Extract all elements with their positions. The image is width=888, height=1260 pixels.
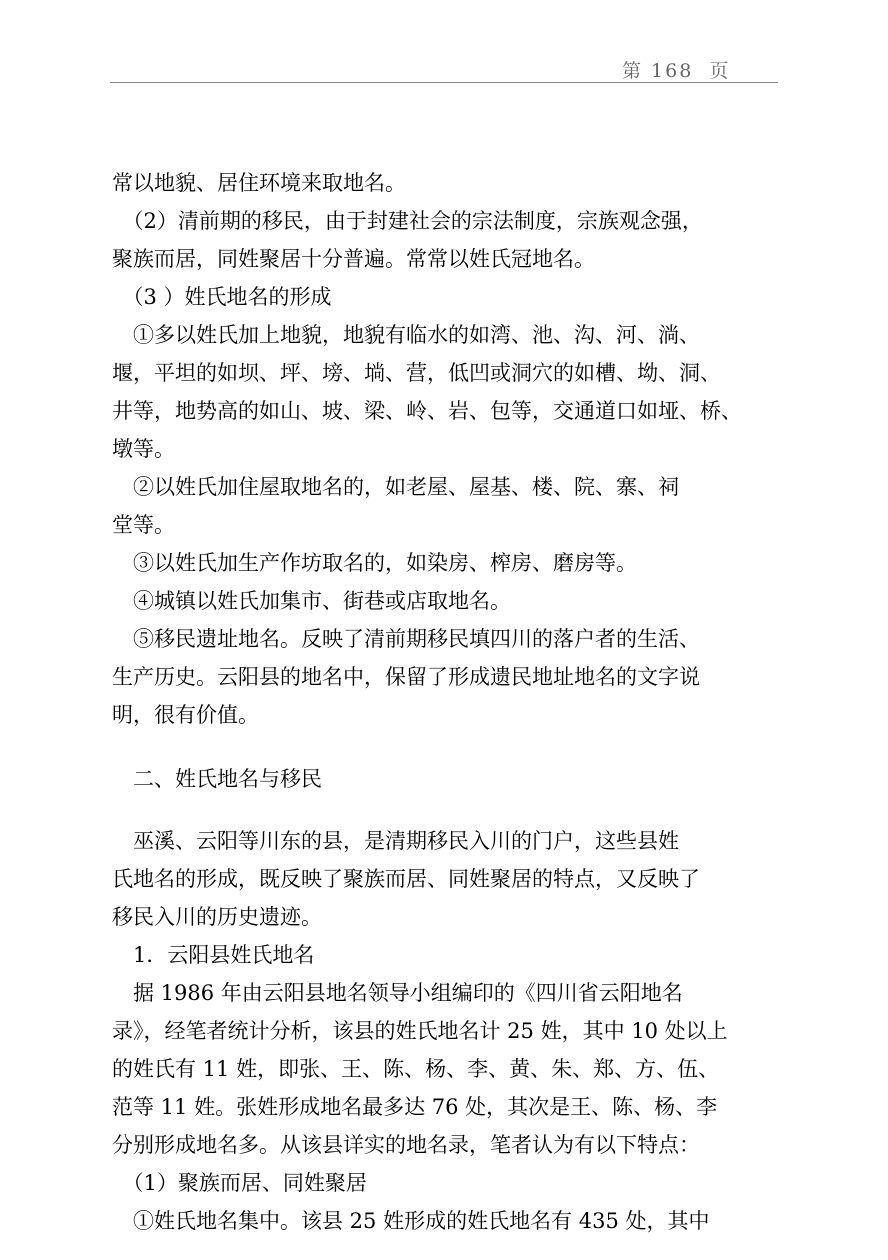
paragraph-line: 墩等。 [112, 437, 175, 461]
paragraph-line: 井等，地势高的如山、坡、梁、岭、岩、包等，交通道口如垭、桥、 [112, 399, 742, 423]
paragraph-line: 范等 11 姓。张姓形成地名最多达 76 处，其次是王、陈、杨、李 [112, 1095, 718, 1119]
paragraph-line: 的姓氏有 11 姓，即张、王、陈、杨、李、黄、朱、郑、方、伍、 [112, 1057, 720, 1081]
paragraph-line: ③以姓氏加生产作坊取名的，如染房、榨房、磨房等。 [112, 551, 637, 575]
paragraph-line: ⑤移民遗址地名。反映了清前期移民填四川的落户者的生活、 [112, 627, 700, 651]
paragraph-line: （2）清前期的移民，由于封建社会的宗法制度，宗族观念强， [112, 209, 703, 233]
paragraph-line: 录》，经笔者统计分析，该县的姓氏地名计 25 姓，其中 10 处以上 [112, 1019, 728, 1043]
spacer [112, 798, 772, 822]
document-body [112, 164, 772, 1240]
paragraph-line: 生产历史。云阳县的地名中，保留了形成遗民地址地名的文字说 [112, 665, 700, 689]
paragraph-line: 巫溪、云阳等川东的县，是清期移民入川的门户，这些县姓 [112, 829, 679, 853]
paragraph-line: （3 ）姓氏地名的形成 [112, 285, 332, 309]
paragraph-line: 分别形成地名多。从该县详实的地名录，笔者认为有以下特点： [112, 1133, 700, 1157]
spacer [112, 734, 772, 760]
paragraph-line: 堰，平坦的如坝、坪、塝、埫、营，低凹或洞穴的如槽、坳、洞、 [112, 361, 721, 385]
paragraph-line: 移民入川的历史遗迹。 [112, 905, 322, 929]
paragraph-line: ①姓氏地名集中。该县 25 姓形成的姓氏地名有 435 处，其中 [112, 1209, 710, 1233]
paragraph-line: ④城镇以姓氏加集市、街巷或店取地名。 [112, 589, 511, 613]
paragraph-line: 据 1986 年由云阳县地名领导小组编印的《四川省云阳地名 [112, 981, 683, 1005]
section-heading: 二、姓氏地名与移民 [112, 767, 322, 791]
paragraph-line: 1．云阳县姓氏地名 [112, 943, 315, 967]
paragraph-line: 堂等。 [112, 513, 175, 537]
paragraph-line: ①多以姓氏加上地貌，地貌有临水的如湾、池、沟、河、淌、 [112, 323, 700, 347]
header-rule [110, 82, 778, 83]
paragraph-line: 聚族而居，同姓聚居十分普遍。常常以姓氏冠地名。 [112, 247, 595, 271]
paragraph-line: ②以姓氏加住屋取地名的，如老屋、屋基、楼、院、寨、祠 [112, 475, 679, 499]
paragraph-line: （1）聚族而居、同姓聚居 [112, 1171, 367, 1195]
paragraph-line: 氏地名的形成，既反映了聚族而居、同姓聚居的特点，又反映了 [112, 867, 700, 891]
paragraph-line: 明，很有价值。 [112, 703, 259, 727]
page-header [0, 0, 888, 90]
paragraph-line: 常以地貌、居住环境来取地名。 [112, 171, 406, 195]
page-number: 第 168 页 [622, 60, 731, 82]
